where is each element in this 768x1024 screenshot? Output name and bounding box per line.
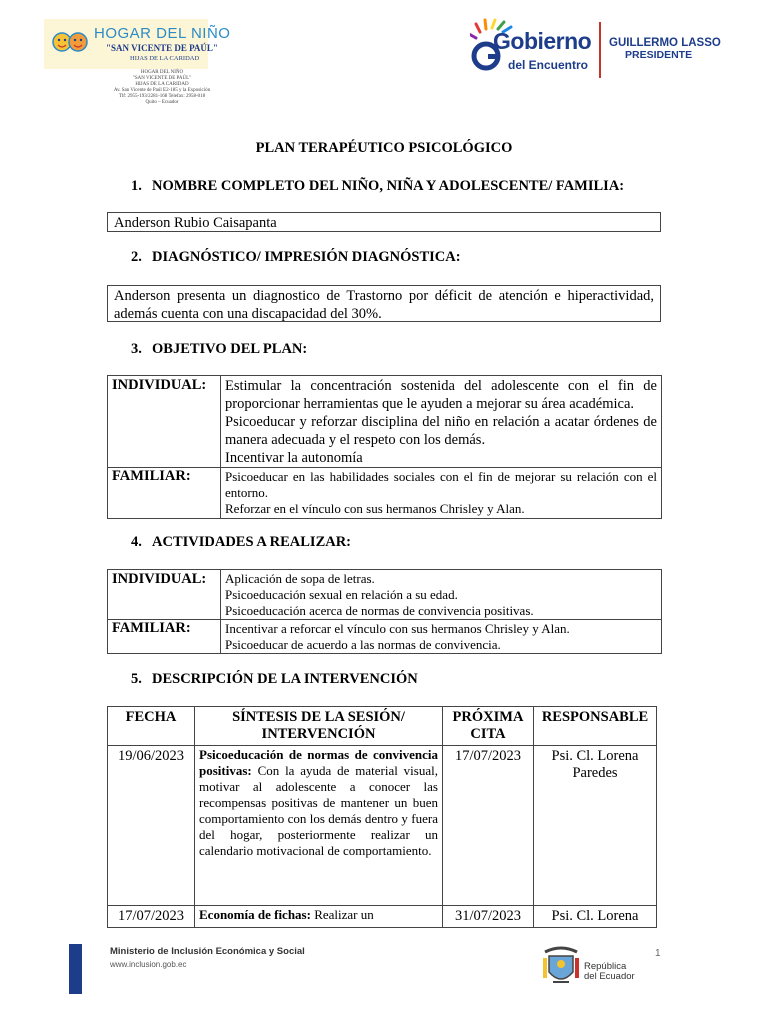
objectives-familiar-row [108,468,662,519]
section-1-heading: 1. NOMBRE COMPLETO DEL NIÑO, NIÑA Y ADOLESCENTE/ FAMILIA: [131,178,625,194]
row-responsable: Psi. Cl. Lorena [534,906,657,928]
objectives-table [107,375,662,519]
objective-line: Psicoeducar en las habilidades sociales con el fin de mejorar su relación con el entorno. [225,469,657,500]
intervention-header-row [108,707,657,746]
ministry-name: Ministerio de Inclusión Económica y Social [110,946,305,957]
section-5-heading: 5. DESCRIPCIÓN DE LA INTERVENCIÓN [131,671,418,687]
gobierno-wordmark: Gobierno [493,28,592,54]
activities-individual-label: INDIVIDUAL: [112,571,207,587]
children-faces-icon [52,27,88,57]
president-block [609,37,721,61]
objective-line: Estimular la concentración sostenida del adolescente con el fin de proporcionar herramientas que le ayuden a mejorar su área académica. [225,378,657,412]
section-2-heading: 2. DIAGNÓSTICO/ IMPRESIÓN DIAGNÓSTICA: [131,249,461,265]
activity-line: Incentivar a reforcar el vínculo con sus hermanos Chrisley y Alan. [225,621,570,636]
ecuador-coat-of-arms-icon [541,944,581,990]
objective-line: Reforzar en el vínculo con sus hermanos Chrisley y Alan. [225,501,525,516]
row-sintesis: Psicoeducación de normas de convivencia positivas: Con la ayuda de material visual, motivar al adolescente a conocer las recompensas positivas de mantener un buen comportamiento con los demás dentro y fuera del hogar, posteriormente realizar un calendario motivacional de comportamiento. [195,746,443,906]
section-4-heading: 4. ACTIVIDADES A REALIZAR: [131,534,352,550]
president-title: PRESIDENTE [625,49,693,61]
page-number: 1 [655,948,661,959]
row-fecha: 17/07/2023 [108,906,195,928]
republica-label: República del Ecuador [584,961,635,982]
hogar-address: HOGAR DEL NIÑO "SAN VICENTE DE PAÚL" HIJAS DE LA CARIDAD Av. San Vicente de Paúl E2-185 y la Exposición Tlf: 2955-193/2281-168 Telefax: 2958-018 Quito – Ecuador [113,70,211,105]
row-responsable: Psi. Cl. Lorena Paredes [534,746,657,906]
row-proxima: 31/07/2023 [443,906,534,928]
document-title: PLAN TERAPÉUTICO PSICOLÓGICO [255,140,513,156]
activity-line: Aplicación de sopa de letras. [225,571,375,586]
activities-familiar-label: FAMILIAR: [112,620,191,636]
objectives-familiar-label: FAMILIAR: [112,468,191,484]
name-field: Anderson Rubio Caisapanta [107,212,661,232]
header-divider [599,22,601,78]
diagnosis-field: Anderson presenta un diagnostico de Trastorno por déficit de atención e hiperactividad, además cuenta con una discapacidad del 30%. [107,285,661,322]
hogar-title: HOGAR DEL NIÑO [94,25,231,42]
activity-line: Psicoeducar de acuerdo a las normas de convivencia. [225,637,501,652]
activities-table [107,569,662,654]
table-row [108,906,657,928]
objectives-individual-row [108,376,662,468]
gobierno-tagline: del Encuentro [508,58,589,72]
ministry-website: www.inclusion.gob.ec [110,960,187,969]
table-row [108,746,657,906]
hogar-subtitle: "SAN VICENTE DE PAÚL" [106,43,218,53]
col-fecha: FECHA [108,707,195,746]
col-sintesis: SÍNTESIS DE LA SESIÓN/ INTERVENCIÓN [195,707,443,746]
col-proxima: PRÓXIMA CITA [443,707,534,746]
col-responsable: RESPONSABLE [534,707,657,746]
activity-line: Psicoeducación acerca de normas de convivencia positivas. [225,603,534,618]
row-proxima: 17/07/2023 [443,746,534,906]
objective-line: Psicoeducar y reforzar disciplina del niño en relación a acatar órdenes de manera adecuada y el respeto con los demás. [225,414,657,448]
hogar-logo [44,19,231,69]
activity-line: Psicoeducación sexual en relación a su edad. [225,587,458,602]
row-sintesis: Economía de fichas: Realizar un [195,906,443,928]
activities-familiar-row [108,620,662,654]
hogar-subtitle-2: HIJAS DE LA CARIDAD [130,55,200,62]
footer-bar [69,944,82,994]
activities-individual-row [108,570,662,620]
intervention-table [107,706,657,928]
section-3-heading: 3. OBJETIVO DEL PLAN: [131,341,308,357]
objective-line: Incentivar la autonomía [225,450,363,466]
row-fecha: 19/06/2023 [108,746,195,906]
president-name: GUILLERMO LASSO [609,37,721,49]
objectives-individual-label: INDIVIDUAL: [112,377,207,393]
